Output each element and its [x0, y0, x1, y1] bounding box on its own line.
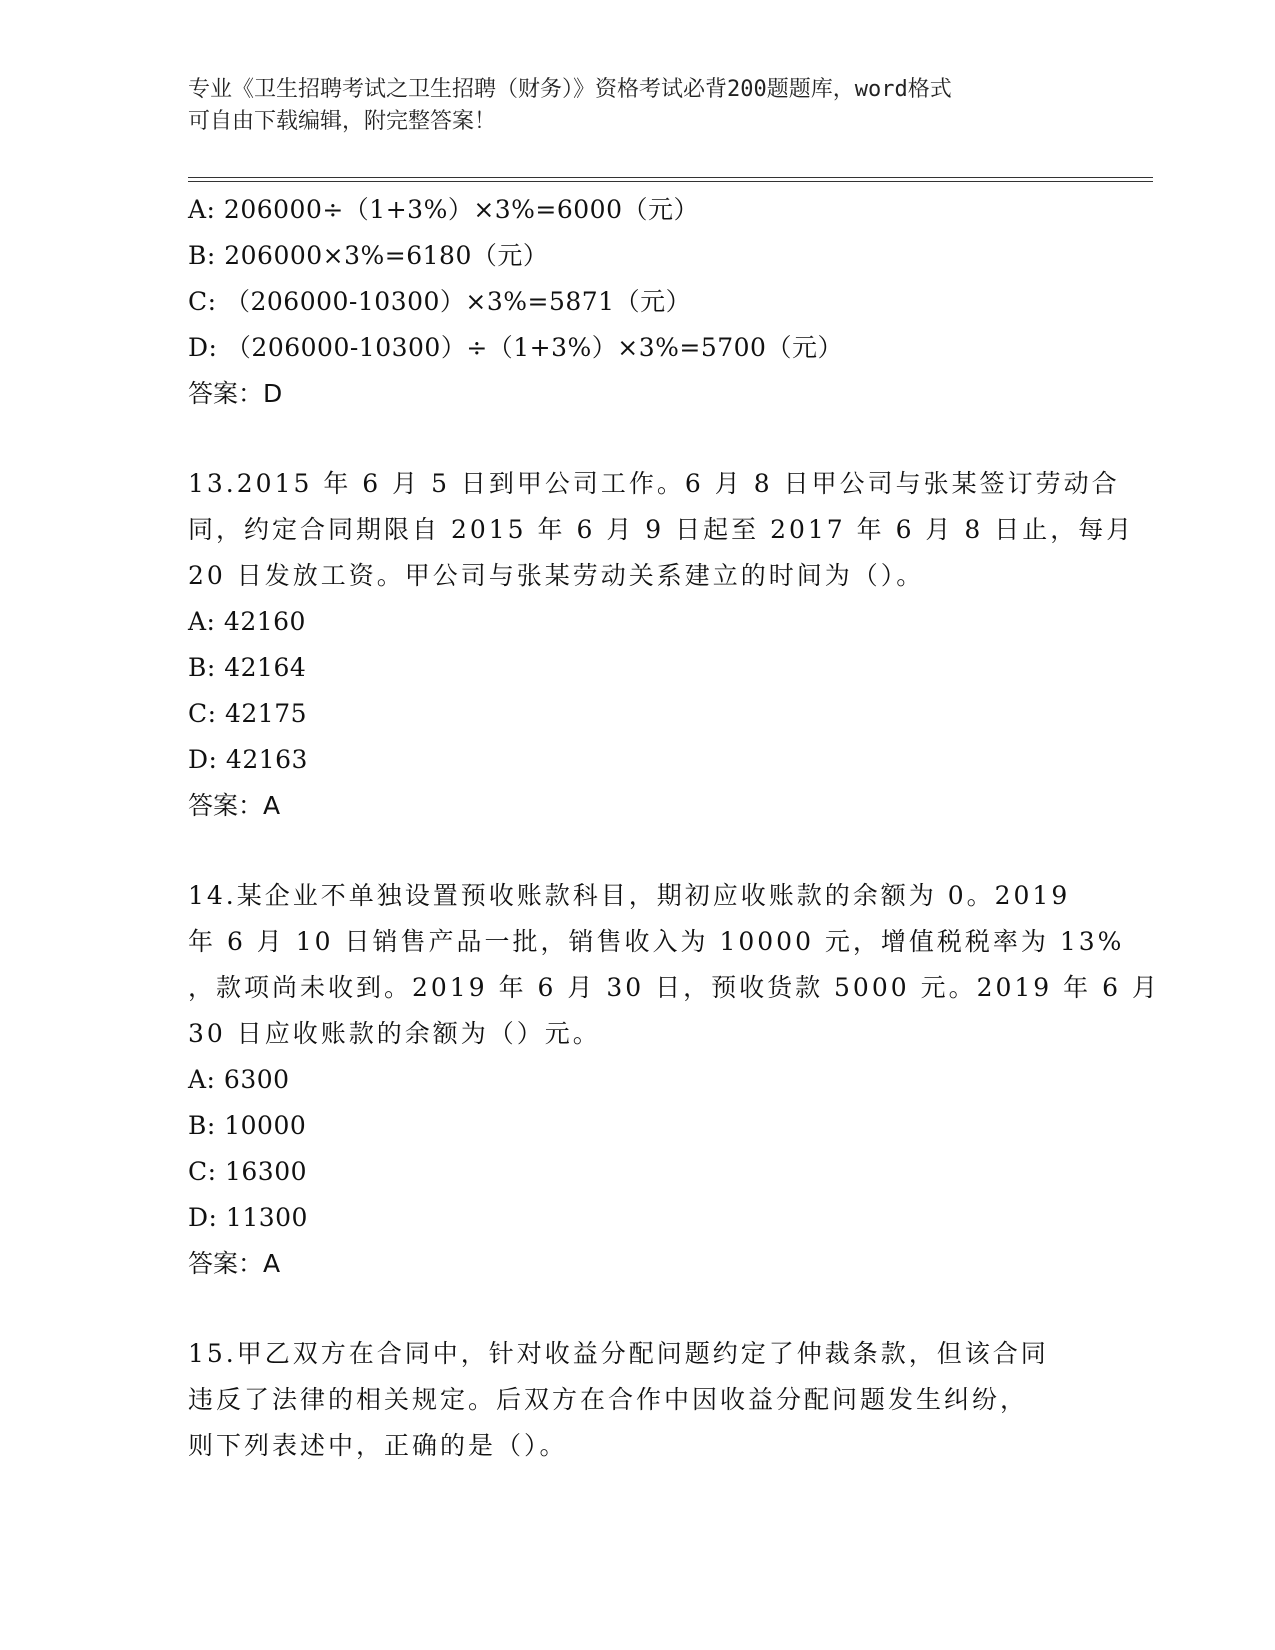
option-b: B: 42164 — [188, 653, 307, 682]
question-14 — [188, 873, 1160, 1287]
question-stem-line: 14.某企业不单独设置预收账款科目，期初应收账款的余额为 0。2019 — [188, 881, 1071, 910]
question-stem-line: 违反了法律的相关规定。后双方在合作中因收益分配问题发生纠纷， — [188, 1385, 1029, 1414]
option-b: B: 206000×3%=6180（元） — [188, 241, 549, 270]
document-body — [188, 187, 1160, 1469]
question-stem-line: 13.2015 年 6 月 5 日到甲公司工作。6 月 8 日甲公司与张某签订劳动合 — [188, 469, 1120, 498]
header-divider — [188, 177, 1153, 182]
spacer — [188, 1287, 1068, 1331]
option-c: C: （206000-10300）×3%=5871（元） — [188, 287, 692, 316]
question-stem-line: 同，约定合同期限自 2015 年 6 月 9 日起至 2017 年 6 月 8 日止，每月 — [188, 515, 1135, 544]
option-b: B: 10000 — [188, 1111, 307, 1140]
option-a: A: 6300 — [188, 1065, 290, 1094]
question-stem-line: 15.甲乙双方在合同中，针对收益分配问题约定了仲裁条款，但该合同 — [188, 1339, 1049, 1368]
option-a: A: 42160 — [188, 607, 306, 636]
answer: 答案：A — [188, 791, 281, 820]
option-d: D: 11300 — [188, 1203, 308, 1232]
option-c: C: 16300 — [188, 1157, 308, 1186]
question-stem-line: 年 6 月 10 日销售产品一批，销售收入为 10000 元，增值税税率为 13% — [188, 927, 1125, 956]
question-stem-line: 20 日发放工资。甲公司与张某劳动关系建立的时间为（）。 — [188, 561, 925, 590]
answer: 答案：A — [188, 1249, 281, 1278]
spacer — [188, 829, 1068, 873]
question-13 — [188, 461, 1135, 829]
question-stem-line: ，款项尚未收到。2019 年 6 月 30 日，预收货款 5000 元。2019 年 6 月 — [188, 973, 1160, 1002]
option-d: D: （206000-10300）÷（1+3%）×3%=5700（元） — [188, 333, 843, 362]
option-d: D: 42163 — [188, 745, 308, 774]
header-line-1: 专业《卫生招聘考试之卫生招聘（财务）》资格考试必背200题题库，word格式 — [188, 77, 952, 102]
question-15 — [188, 1331, 1068, 1469]
document-header — [188, 74, 1068, 138]
header-line-2: 可自由下载编辑，附完整答案！ — [188, 109, 497, 134]
option-a: A: 206000÷（1+3%）×3%=6000（元） — [188, 195, 699, 224]
question-stem-line: 30 日应收账款的余额为（）元。 — [188, 1019, 601, 1048]
question-12 — [188, 187, 1068, 417]
question-stem-line: 则下列表述中，正确的是（）。 — [188, 1431, 568, 1460]
option-c: C: 42175 — [188, 699, 308, 728]
spacer — [188, 417, 1068, 461]
answer: 答案：D — [188, 379, 283, 408]
